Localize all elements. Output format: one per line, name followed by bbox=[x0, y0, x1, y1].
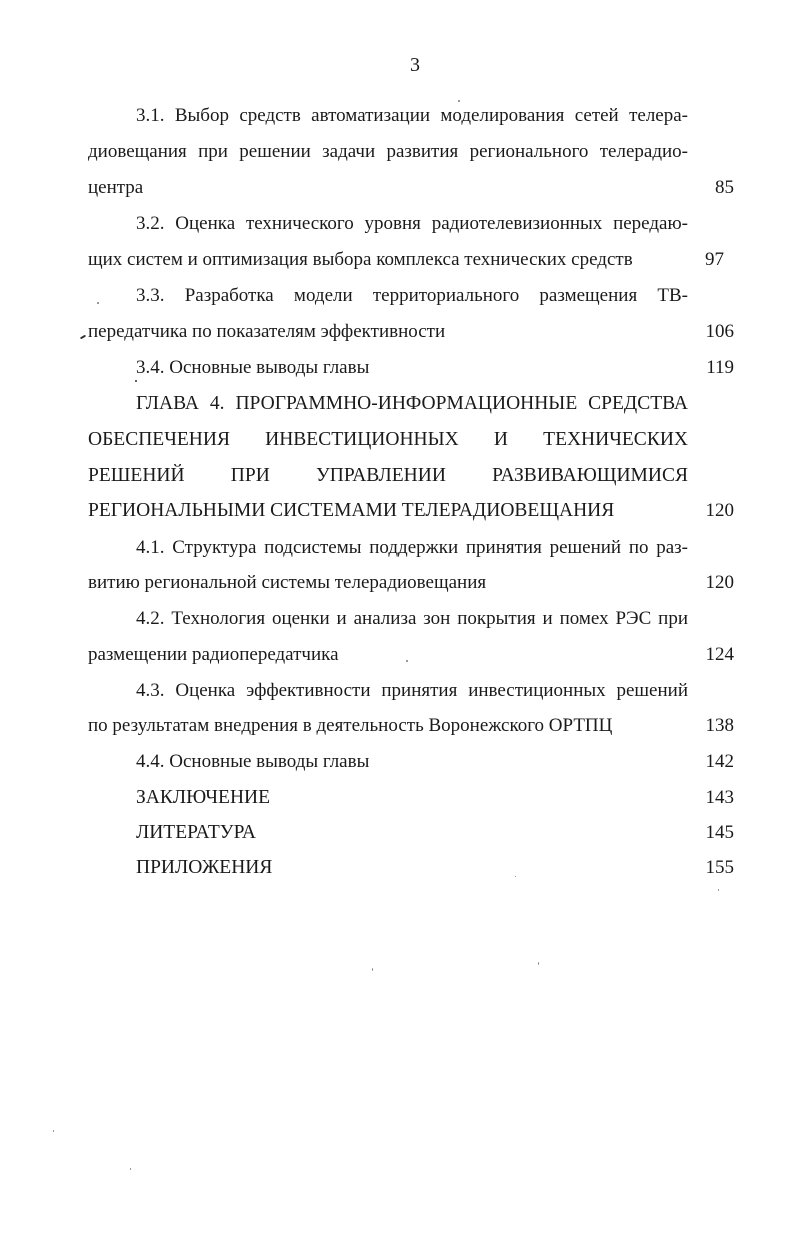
toc-entry-4-2-page: 124 bbox=[705, 644, 734, 665]
toc-entry-4-2-line2: размещении радиопередатчика bbox=[88, 644, 339, 665]
toc-appendices-page: 155 bbox=[705, 857, 734, 878]
toc-entry-4-1-line1: 4.1. Структура подсистемы поддержки принятия решений по раз- bbox=[136, 537, 688, 558]
toc-conclusion-page: 143 bbox=[705, 787, 734, 808]
scan-speck bbox=[53, 1130, 54, 1132]
scan-speck bbox=[97, 302, 99, 304]
toc-entry-3-2-line1: 3.2. Оценка технического уровня радиотелевизионных передаю- bbox=[136, 213, 688, 234]
scan-speck bbox=[718, 889, 719, 891]
toc-entry-4-1-line2: витию региональной системы телерадиовещания bbox=[88, 572, 487, 593]
page-number: 3 bbox=[410, 54, 420, 76]
toc-entry-4-3-line2: по результатам внедрения в деятельность Воронежского ОРТПЦ bbox=[88, 715, 613, 736]
toc-entry-3-1-line2: диовещания при решении задачи развития регионального телерадио- bbox=[88, 141, 688, 162]
toc-entry-3-4-page: 119 bbox=[706, 357, 734, 378]
scan-speck bbox=[372, 968, 373, 971]
toc-entry-3-3-line2: передатчика по показателям эффективности bbox=[88, 321, 446, 342]
scan-speck bbox=[135, 380, 137, 382]
toc-appendices-label: ПРИЛОЖЕНИЯ bbox=[136, 857, 273, 878]
toc-literature-page: 145 bbox=[705, 822, 734, 843]
scan-speck bbox=[515, 876, 516, 877]
toc-chapter-4-line1: ГЛАВА 4. ПРОГРАММНО-ИНФОРМАЦИОННЫЕ СРЕДСТВА bbox=[136, 393, 688, 414]
toc-entry-4-4-line1: 4.4. Основные выводы главы bbox=[136, 751, 370, 772]
scan-speck bbox=[538, 962, 539, 965]
toc-entry-3-2-page: 97 bbox=[705, 249, 724, 270]
toc-entry-3-1-line1: 3.1. Выбор средств автоматизации моделирования сетей телера- bbox=[136, 105, 688, 126]
scan-speck bbox=[80, 335, 86, 340]
scan-speck bbox=[130, 1168, 131, 1170]
toc-chapter-4-line4: РЕГИОНАЛЬНЫМИ СИСТЕМАМИ ТЕЛЕРАДИОВЕЩАНИЯ bbox=[88, 500, 615, 521]
toc-conclusion-label: ЗАКЛЮЧЕНИЕ bbox=[136, 787, 271, 808]
toc-entry-4-3-page: 138 bbox=[705, 715, 734, 736]
toc-entry-3-1-line3: центра bbox=[88, 177, 144, 198]
toc-entry-3-1-page: 85 bbox=[715, 177, 734, 198]
toc-chapter-4-line3: РЕШЕНИЙ ПРИ УПРАВЛЕНИИ РАЗВИВАЮЩИМИСЯ bbox=[88, 465, 688, 486]
toc-entry-4-3-line1: 4.3. Оценка эффективности принятия инвестиционных решений bbox=[136, 680, 688, 701]
toc-entry-3-2-line2: щих систем и оптимизация выбора комплекса технических средств bbox=[88, 249, 633, 270]
toc-entry-3-3-page: 106 bbox=[705, 321, 734, 342]
toc-entry-4-1-page: 120 bbox=[705, 572, 734, 593]
toc-entry-4-4-page: 142 bbox=[705, 751, 734, 772]
toc-entry-3-3-line1: 3.3. Разработка модели территориального размещения ТВ- bbox=[136, 285, 688, 306]
toc-chapter-4-line2: ОБЕСПЕЧЕНИЯ ИНВЕСТИЦИОННЫХ И ТЕХНИЧЕСКИХ bbox=[88, 429, 688, 450]
toc-entry-3-4-line1: 3.4. Основные выводы главы bbox=[136, 357, 370, 378]
toc-entry-4-2-line1: 4.2. Технология оценки и анализа зон покрытия и помех РЭС при bbox=[136, 608, 688, 629]
scan-speck bbox=[458, 100, 460, 102]
toc-literature-label: ЛИТЕРАТУРА bbox=[136, 822, 256, 843]
scan-speck bbox=[406, 660, 408, 662]
toc-chapter-4-page: 120 bbox=[705, 500, 734, 521]
